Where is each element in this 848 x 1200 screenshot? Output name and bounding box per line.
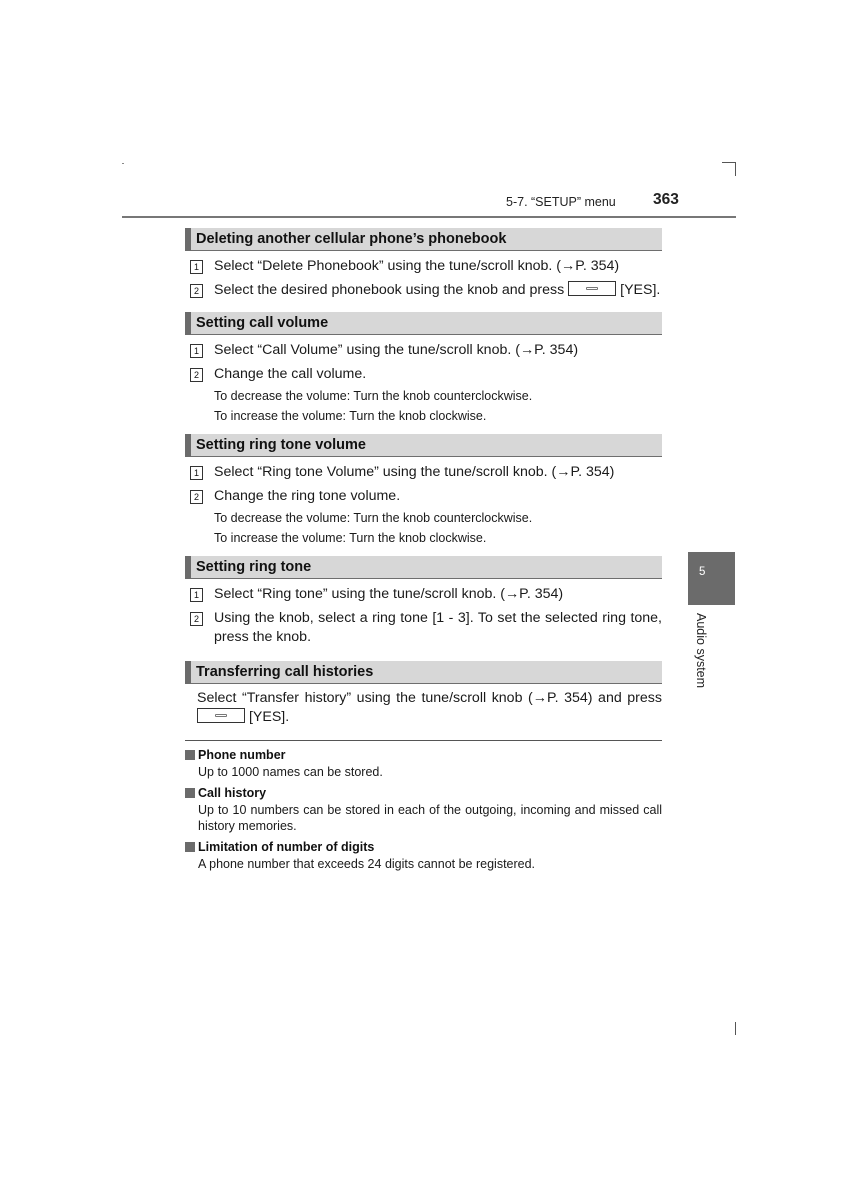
section-divider (185, 740, 662, 741)
square-bullet-icon (185, 788, 195, 798)
step-item (185, 365, 662, 385)
info-text: Up to 1000 names can be stored. (198, 764, 383, 779)
info-heading (185, 784, 662, 802)
crop-mark-bottom-right (735, 1022, 736, 1035)
crop-mark-top-right (722, 162, 736, 163)
section-heading-ring-tone: Setting ring tone (185, 556, 662, 579)
note-text: To increase the volume: Turn the knob clockwise. (214, 531, 487, 545)
step-number-box: 1 (190, 588, 203, 602)
step-item (185, 585, 662, 605)
section-heading-transfer-history: Transferring call histories (185, 661, 662, 684)
note-text: To decrease the volume: Turn the knob counterclockwise. (214, 511, 533, 525)
step-number-box: 1 (190, 260, 203, 274)
step-text: Select “Delete Phonebook” using the tune/scroll knob. (→P. 354) (214, 258, 620, 274)
section-heading-delete-phonebook: Deleting another cellular phone’s phonebook (185, 228, 662, 251)
step-number-box: 1 (190, 466, 203, 480)
step-text: Select “Call Volume” using the tune/scroll knob. (→P. 354) (214, 342, 579, 358)
chapter-tab (688, 552, 735, 605)
paragraph-text: [YES]. (248, 709, 290, 725)
step-number-box: 1 (190, 344, 203, 358)
header-rule (122, 216, 736, 218)
paragraph-text: Select “Transfer history” using the tune/scroll knob (→P. 354) and press (197, 689, 662, 706)
info-heading-text: Limitation of number of digits (198, 839, 375, 854)
note-text: To increase the volume: Turn the knob clockwise. (214, 409, 487, 423)
page-number: 363 (653, 191, 679, 208)
content-column (185, 228, 662, 872)
section-heading-call-volume: Setting call volume (185, 312, 662, 335)
step-number-box: 2 (190, 612, 203, 626)
step-text: [YES]. (620, 281, 661, 298)
step-item (185, 281, 662, 301)
step-text: Select the desired phonebook using the knob and press (214, 281, 565, 298)
step-text: Change the ring tone volume. (214, 487, 401, 504)
crop-mark-top-left (122, 163, 124, 164)
chapter-label: Audio system (694, 613, 708, 689)
chapter-number: 5 (699, 566, 706, 578)
step-text: Change the call volume. (214, 365, 367, 382)
step-item (185, 341, 662, 361)
info-heading (185, 746, 662, 764)
info-heading-text: Phone number (198, 747, 286, 762)
crop-mark-top-right-vertical (735, 162, 736, 176)
info-text: Up to 10 numbers can be stored in each of the outgoing, incoming and missed call history memories. (198, 802, 662, 833)
info-text: A phone number that exceeds 24 digits cannot be registered. (198, 856, 536, 871)
screen-button-icon (197, 708, 245, 723)
info-heading-text: Call history (198, 785, 267, 800)
step-item (185, 463, 662, 483)
step-number-box: 2 (190, 284, 203, 298)
step-text: Select “Ring tone Volume” using the tune/scroll knob. (→P. 354) (214, 464, 615, 480)
running-header-section: 5-7. “SETUP” menu (506, 195, 616, 209)
note-text: To decrease the volume: Turn the knob counterclockwise. (214, 389, 533, 403)
step-text: Using the knob, select a ring tone [1 - 3]. To set the selected ring tone, press the knob. (214, 609, 662, 645)
step-item (185, 609, 662, 648)
square-bullet-icon (185, 750, 195, 760)
step-number-box: 2 (190, 490, 203, 504)
info-heading (185, 838, 662, 856)
step-item (185, 487, 662, 507)
square-bullet-icon (185, 842, 195, 852)
step-text: Select “Ring tone” using the tune/scroll knob. (→P. 354) (214, 586, 564, 602)
step-number-box: 2 (190, 368, 203, 382)
step-item (185, 257, 662, 277)
section-paragraph (185, 689, 662, 728)
section-heading-ring-tone-volume: Setting ring tone volume (185, 434, 662, 457)
screen-button-icon (568, 281, 616, 296)
